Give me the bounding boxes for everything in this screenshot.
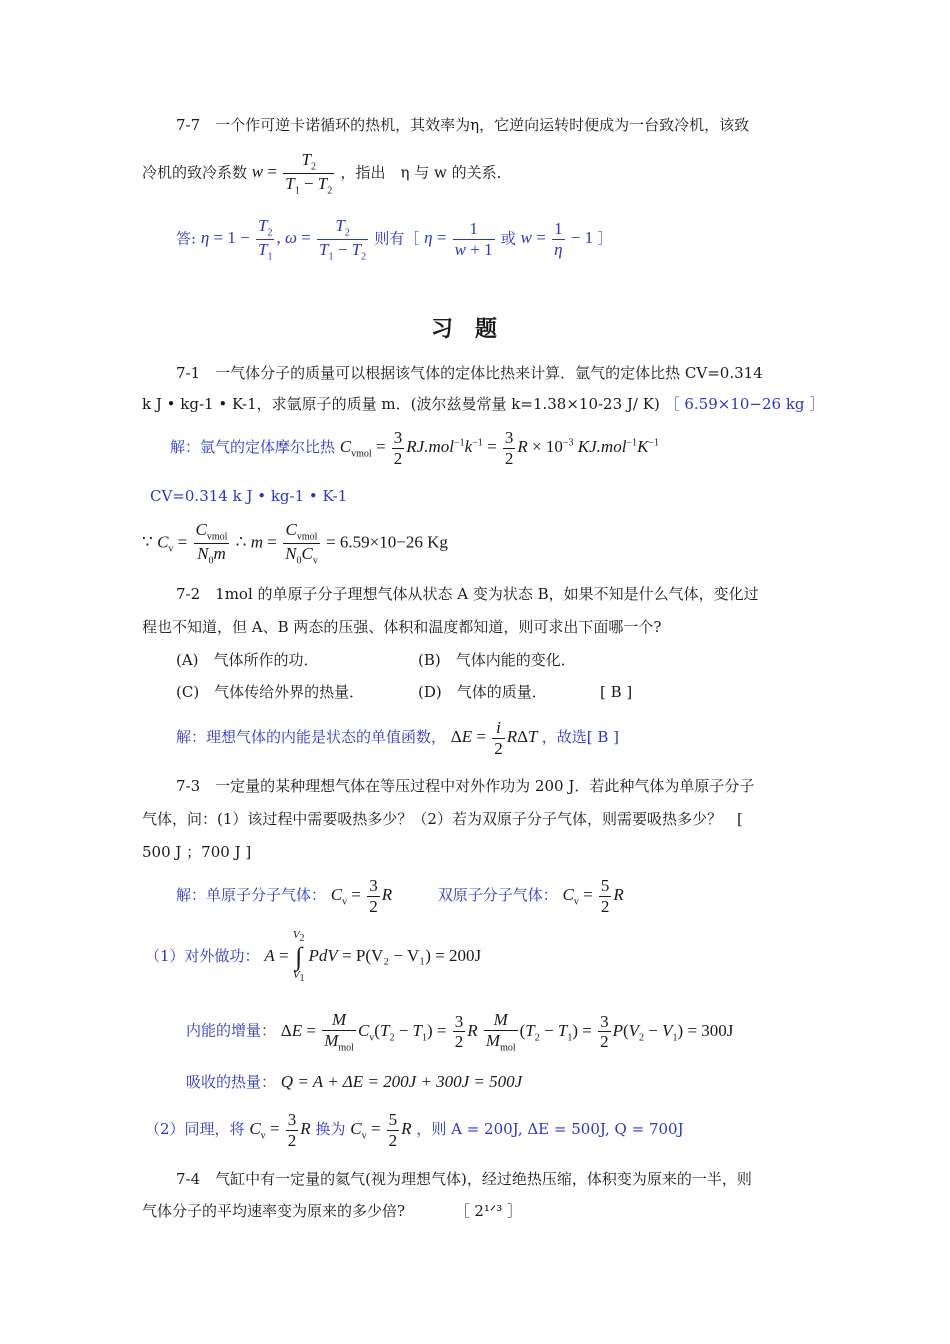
internal-energy-line: 内能的增量： ΔE = $\frac{M}{M_{mol}}$ $C_v(T_2 - T_1)$ = $\frac{3}{2}$ R $\frac{M}{M_{mol}}$ $(T_2 - T_1)$ = $\frac{3}{2}$ $P(V_2 - V_1) = 300J$ bbox=[186, 1010, 734, 1053]
du-result: = 300J bbox=[687, 1020, 734, 1040]
option-c: (C) 气体传给外界的热量． bbox=[176, 683, 365, 701]
problem-7-3-line1: 7-3 一定量的某种理想气体在等压过程中对外作功为 200 J．若此种气体为单原子分子 bbox=[176, 777, 755, 795]
du-label: 内能的增量： bbox=[186, 1021, 277, 1040]
problem-7-1-line2 bbox=[142, 395, 824, 413]
section-title: 习题 bbox=[430, 317, 519, 342]
problem-7-1-answer: ［ 6.59×10−26 kg ］ bbox=[664, 395, 825, 413]
heat-label: 吸收的热量： bbox=[186, 1073, 277, 1091]
answer-or: 或 bbox=[500, 229, 516, 248]
cv-value: CV=0.314 k J • kg-1 • K-1 bbox=[150, 487, 348, 505]
problem-7-7-line2-tail: ，指出 η 与 w 的关系． bbox=[340, 163, 512, 182]
problem-7-7-line2 bbox=[142, 150, 512, 197]
option-a: (A) 气体所作的功． bbox=[176, 651, 319, 669]
work-label: （1）对外做功： bbox=[145, 947, 260, 966]
problem-7-1-line2-text: k J • kg-1 • K-1，求氩原子的质量 m．(波尔兹曼常量 k=1.38×10-23 J/ K) bbox=[142, 395, 660, 413]
problem-7-2-solution: 解：理想气体的内能是状态的单值函数， ΔE = $\frac{i}{2}$ RΔT ，故选[ B ] bbox=[176, 718, 620, 758]
answer-then: 则有［ bbox=[374, 229, 420, 248]
problem-7-7-line1: 7-7 一个作可逆卡诺循环的热机，其效率为η，它逆向运转时便成为一台致冷机，该致 bbox=[176, 116, 750, 134]
heat-line bbox=[186, 1072, 522, 1092]
mass-derivation: ∵ $C_v$ = $\frac{C_{vmol}}{N_0m}$ ∴ m = $\frac{C_{vmol}}{N_0C_v}$ = 6.59×10−26 Kg bbox=[142, 520, 448, 567]
integral-sign: $V_2$ ∫ $V_1$ bbox=[292, 929, 305, 985]
problem-7-1-line1: 7-1 一气体分子的质量可以根据该气体的定体比热来计算．氩气的定体比热 CV=0.314 bbox=[176, 364, 763, 382]
problem-7-2-line2: 程也不知道，但 A、B 两态的压强、体积和温度都知道，则可求出下面哪一个? bbox=[142, 618, 662, 636]
part2-line: （2）同理，将 $C_v$ = $\frac{3}{2}$ R 换为 $C_v$ = $\frac{5}{2}$ R ，则 A = 200J, ΔE = 500J, Q = 700J bbox=[145, 1110, 684, 1150]
work-line: （1）对外做功： $A = V_2$ ∫ $V_1PdV = P(V_2 - V_1) = 200J$ bbox=[145, 929, 482, 985]
solution-label: 解：理想气体的内能是状态的单值函数， bbox=[176, 727, 447, 746]
problem-7-2-line1: 7-2 1mol 的单原子分子理想气体从状态 A 变为状态 B，如果不知是什么气体，变化过 bbox=[176, 585, 759, 603]
part2-label: （2）同理，将 bbox=[145, 1119, 245, 1138]
problem-7-3-line3: 500 J ；700 J ] bbox=[142, 843, 252, 861]
part2-mid: 换为 bbox=[315, 1119, 346, 1138]
option-b: (B) 气体内能的变化． bbox=[418, 651, 576, 669]
answer-prefix: 答: bbox=[176, 229, 197, 248]
problem-7-4-line2-text: 气体分子的平均速率变为原来的多少倍? bbox=[142, 1202, 406, 1220]
problem-7-3-solution-cv: 解：单原子分子气体： $C_v$ = $\frac{3}{2}$ R 双原子分子气体： $C_v$ = $\frac{5}{2}$ R bbox=[176, 876, 624, 916]
problem-7-7-line2-text: 冷机的致冷系数 bbox=[142, 163, 248, 182]
problem-7-7-answer: 答: η = 1 − $\frac{T_2}{T_1}$ , ω = $\frac{T_2}{T_1 - T_2}$ 则有［ η = $\frac{1}{w + 1}$ 或 w = $\frac{1}{\eta}$ − 1 ］ bbox=[176, 216, 613, 263]
problem-7-2-answer: [ B ] bbox=[600, 683, 633, 701]
problem-7-4-answer: ［ 2¹ᐟ³ ］ bbox=[454, 1202, 523, 1220]
problem-7-4-line1: 7-4 气缸中有一定量的氦气(视为理想气体)，经过绝热压缩，体积变为原来的一半，则 bbox=[176, 1170, 752, 1188]
part2-result: ，则 A = 200J, ΔE = 500J, Q = 700J bbox=[416, 1119, 684, 1138]
problem-7-4-line2 bbox=[142, 1202, 522, 1220]
solution-choice: ，故选[ B ] bbox=[541, 727, 620, 746]
mono-label: 解：单原子分子气体： bbox=[176, 885, 327, 904]
problem-7-3-line2: 气体，问：(1）该过程中需要吸热多少？（2）若为双原子分子气体，则需要吸热多少？ [ bbox=[142, 810, 743, 828]
di-label: 双原子分子气体： bbox=[437, 885, 558, 904]
heat-expression: Q = A + ΔE = 200J + 300J = 500J bbox=[280, 1072, 523, 1091]
mass-result: = 6.59×10−26 Kg bbox=[326, 532, 448, 552]
solution-label: 解：氩气的定体摩尔比热 bbox=[170, 437, 336, 456]
cop-formula: w = $\frac{T_2}{T_1 - T_2}$ bbox=[251, 150, 333, 197]
work-result: = P(V₂ − V₁) = 200J bbox=[342, 946, 482, 966]
option-d: (D) 气体的质量． bbox=[418, 683, 547, 701]
problem-7-1-solution: 解：氩气的定体摩尔比热 $C_{vmol}$ = $\frac{3}{2}$ $RJ.mol^{-1}k^{-1}$ = $\frac{3}{2}$ $R \times 10^{-3}$ $KJ.mol^{-1}K^{-1}$ bbox=[170, 428, 660, 468]
answer-close: ］ bbox=[597, 229, 613, 248]
